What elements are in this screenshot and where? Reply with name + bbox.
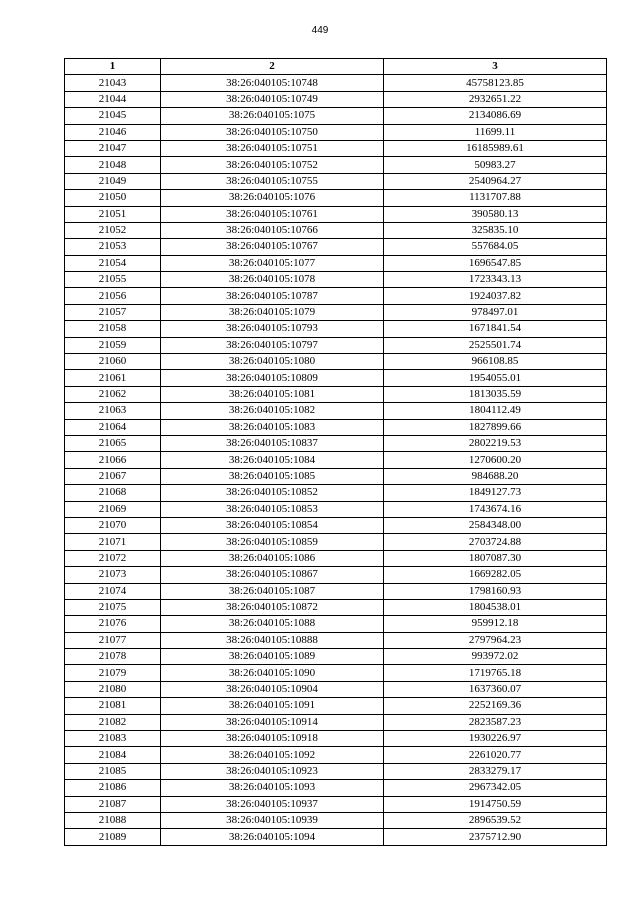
table-row bbox=[65, 419, 607, 435]
table-row bbox=[65, 255, 607, 271]
value-cell: 1813035.59 bbox=[384, 386, 607, 402]
row-number-cell: 21086 bbox=[65, 780, 161, 796]
table-row bbox=[65, 370, 607, 386]
value-cell: 390580.13 bbox=[384, 206, 607, 222]
row-number-cell: 21045 bbox=[65, 108, 161, 124]
value-cell: 1930226.97 bbox=[384, 731, 607, 747]
row-number-cell: 21054 bbox=[65, 255, 161, 271]
row-number-cell: 21061 bbox=[65, 370, 161, 386]
row-number-cell: 21056 bbox=[65, 288, 161, 304]
column-header-1: 1 bbox=[65, 59, 161, 75]
value-cell: 2134086.69 bbox=[384, 108, 607, 124]
cadastral-number-cell: 38:26:040105:10793 bbox=[161, 321, 384, 337]
table-row bbox=[65, 714, 607, 730]
table-row bbox=[65, 304, 607, 320]
table-row bbox=[65, 796, 607, 812]
row-number-cell: 21073 bbox=[65, 567, 161, 583]
table-body bbox=[65, 75, 607, 845]
table-row bbox=[65, 485, 607, 501]
table-row bbox=[65, 403, 607, 419]
value-cell: 1743674.16 bbox=[384, 501, 607, 517]
cadastral-number-cell: 38:26:040105:1081 bbox=[161, 386, 384, 402]
cadastral-number-cell: 38:26:040105:10749 bbox=[161, 91, 384, 107]
cadastral-number-cell: 38:26:040105:10854 bbox=[161, 517, 384, 533]
row-number-cell: 21063 bbox=[65, 403, 161, 419]
value-cell: 1131707.88 bbox=[384, 190, 607, 206]
row-number-cell: 21084 bbox=[65, 747, 161, 763]
row-number-cell: 21044 bbox=[65, 91, 161, 107]
table-row bbox=[65, 731, 607, 747]
cadastral-number-cell: 38:26:040105:10766 bbox=[161, 222, 384, 238]
row-number-cell: 21079 bbox=[65, 665, 161, 681]
value-cell: 959912.18 bbox=[384, 616, 607, 632]
cadastral-number-cell: 38:26:040105:10939 bbox=[161, 812, 384, 828]
value-cell: 11699.11 bbox=[384, 124, 607, 140]
value-cell: 1804538.01 bbox=[384, 599, 607, 615]
value-cell: 1849127.73 bbox=[384, 485, 607, 501]
table-row bbox=[65, 550, 607, 566]
value-cell: 1696547.85 bbox=[384, 255, 607, 271]
value-cell: 325835.10 bbox=[384, 222, 607, 238]
row-number-cell: 21087 bbox=[65, 796, 161, 812]
cadastral-number-cell: 38:26:040105:10748 bbox=[161, 75, 384, 91]
value-cell: 1671841.54 bbox=[384, 321, 607, 337]
table-row bbox=[65, 140, 607, 156]
table-row bbox=[65, 665, 607, 681]
table-row bbox=[65, 91, 607, 107]
table-header bbox=[65, 59, 607, 75]
column-header-3: 3 bbox=[384, 59, 607, 75]
cadastral-number-cell: 38:26:040105:10918 bbox=[161, 731, 384, 747]
cadastral-number-cell: 38:26:040105:1092 bbox=[161, 747, 384, 763]
row-number-cell: 21066 bbox=[65, 452, 161, 468]
table-row bbox=[65, 222, 607, 238]
value-cell: 45758123.85 bbox=[384, 75, 607, 91]
value-cell: 2584348.00 bbox=[384, 517, 607, 533]
cadastral-number-cell: 38:26:040105:1079 bbox=[161, 304, 384, 320]
value-cell: 1827899.66 bbox=[384, 419, 607, 435]
row-number-cell: 21059 bbox=[65, 337, 161, 353]
table-row bbox=[65, 321, 607, 337]
value-cell: 2525501.74 bbox=[384, 337, 607, 353]
row-number-cell: 21058 bbox=[65, 321, 161, 337]
row-number-cell: 21046 bbox=[65, 124, 161, 140]
row-number-cell: 21083 bbox=[65, 731, 161, 747]
column-header-2: 2 bbox=[161, 59, 384, 75]
value-cell: 50983.27 bbox=[384, 157, 607, 173]
row-number-cell: 21071 bbox=[65, 534, 161, 550]
cadastral-number-cell: 38:26:040105:1078 bbox=[161, 272, 384, 288]
value-cell: 1954055.01 bbox=[384, 370, 607, 386]
table-row bbox=[65, 517, 607, 533]
cadastral-number-cell: 38:26:040105:10809 bbox=[161, 370, 384, 386]
value-cell: 2703724.88 bbox=[384, 534, 607, 550]
table-row bbox=[65, 681, 607, 697]
cadastral-number-cell: 38:26:040105:10923 bbox=[161, 763, 384, 779]
table-row bbox=[65, 616, 607, 632]
table-row bbox=[65, 239, 607, 255]
header-row bbox=[65, 59, 607, 75]
row-number-cell: 21081 bbox=[65, 698, 161, 714]
table-row bbox=[65, 501, 607, 517]
row-number-cell: 21076 bbox=[65, 616, 161, 632]
table-row bbox=[65, 354, 607, 370]
row-number-cell: 21070 bbox=[65, 517, 161, 533]
table-row bbox=[65, 829, 607, 845]
cadastral-number-cell: 38:26:040105:1076 bbox=[161, 190, 384, 206]
cadastral-number-cell: 38:26:040105:10761 bbox=[161, 206, 384, 222]
table-row bbox=[65, 75, 607, 91]
row-number-cell: 21048 bbox=[65, 157, 161, 173]
value-cell: 557684.05 bbox=[384, 239, 607, 255]
row-number-cell: 21053 bbox=[65, 239, 161, 255]
table-row bbox=[65, 780, 607, 796]
cadastral-number-cell: 38:26:040105:10750 bbox=[161, 124, 384, 140]
row-number-cell: 21067 bbox=[65, 468, 161, 484]
value-cell: 2797964.23 bbox=[384, 632, 607, 648]
cadastral-number-cell: 38:26:040105:1085 bbox=[161, 468, 384, 484]
value-cell: 2932651.22 bbox=[384, 91, 607, 107]
value-cell: 2967342.05 bbox=[384, 780, 607, 796]
value-cell: 984688.20 bbox=[384, 468, 607, 484]
cadastral-number-cell: 38:26:040105:10904 bbox=[161, 681, 384, 697]
cadastral-number-cell: 38:26:040105:10751 bbox=[161, 140, 384, 156]
cadastral-number-cell: 38:26:040105:1094 bbox=[161, 829, 384, 845]
table-row bbox=[65, 452, 607, 468]
cadastral-number-cell: 38:26:040105:1087 bbox=[161, 583, 384, 599]
row-number-cell: 21065 bbox=[65, 435, 161, 451]
cadastral-number-cell: 38:26:040105:1075 bbox=[161, 108, 384, 124]
row-number-cell: 21050 bbox=[65, 190, 161, 206]
cadastral-number-cell: 38:26:040105:10837 bbox=[161, 435, 384, 451]
cadastral-number-cell: 38:26:040105:1084 bbox=[161, 452, 384, 468]
cadastral-number-cell: 38:26:040105:1090 bbox=[161, 665, 384, 681]
value-cell: 1719765.18 bbox=[384, 665, 607, 681]
value-cell: 2896539.52 bbox=[384, 812, 607, 828]
cadastral-number-cell: 38:26:040105:10797 bbox=[161, 337, 384, 353]
data-table bbox=[64, 58, 607, 846]
cadastral-number-cell: 38:26:040105:1082 bbox=[161, 403, 384, 419]
table-row bbox=[65, 599, 607, 615]
table-row bbox=[65, 468, 607, 484]
table-row bbox=[65, 567, 607, 583]
value-cell: 966108.85 bbox=[384, 354, 607, 370]
table-row bbox=[65, 698, 607, 714]
cadastral-number-cell: 38:26:040105:10767 bbox=[161, 239, 384, 255]
value-cell: 2823587.23 bbox=[384, 714, 607, 730]
table-row bbox=[65, 157, 607, 173]
value-cell: 978497.01 bbox=[384, 304, 607, 320]
value-cell: 2540964.27 bbox=[384, 173, 607, 189]
value-cell: 993972.02 bbox=[384, 649, 607, 665]
table-row bbox=[65, 583, 607, 599]
row-number-cell: 21064 bbox=[65, 419, 161, 435]
cadastral-number-cell: 38:26:040105:10867 bbox=[161, 567, 384, 583]
row-number-cell: 21074 bbox=[65, 583, 161, 599]
cadastral-number-cell: 38:26:040105:10853 bbox=[161, 501, 384, 517]
row-number-cell: 21049 bbox=[65, 173, 161, 189]
row-number-cell: 21068 bbox=[65, 485, 161, 501]
table-row bbox=[65, 108, 607, 124]
row-number-cell: 21075 bbox=[65, 599, 161, 615]
table-row bbox=[65, 812, 607, 828]
cadastral-number-cell: 38:26:040105:1086 bbox=[161, 550, 384, 566]
cadastral-number-cell: 38:26:040105:10872 bbox=[161, 599, 384, 615]
cadastral-number-cell: 38:26:040105:10859 bbox=[161, 534, 384, 550]
cadastral-number-cell: 38:26:040105:10937 bbox=[161, 796, 384, 812]
value-cell: 2375712.90 bbox=[384, 829, 607, 845]
cadastral-number-cell: 38:26:040105:10787 bbox=[161, 288, 384, 304]
cadastral-number-cell: 38:26:040105:1088 bbox=[161, 616, 384, 632]
table-row bbox=[65, 435, 607, 451]
value-cell: 16185989.61 bbox=[384, 140, 607, 156]
table-row bbox=[65, 763, 607, 779]
row-number-cell: 21055 bbox=[65, 272, 161, 288]
cadastral-number-cell: 38:26:040105:1077 bbox=[161, 255, 384, 271]
table-row bbox=[65, 288, 607, 304]
row-number-cell: 21088 bbox=[65, 812, 161, 828]
cadastral-number-cell: 38:26:040105:1089 bbox=[161, 649, 384, 665]
table-row bbox=[65, 534, 607, 550]
value-cell: 2802219.53 bbox=[384, 435, 607, 451]
value-cell: 1914750.59 bbox=[384, 796, 607, 812]
table-row bbox=[65, 337, 607, 353]
table-row bbox=[65, 206, 607, 222]
table-row bbox=[65, 649, 607, 665]
cadastral-number-cell: 38:26:040105:10914 bbox=[161, 714, 384, 730]
cadastral-number-cell: 38:26:040105:1093 bbox=[161, 780, 384, 796]
table-row bbox=[65, 190, 607, 206]
value-cell: 2261020.77 bbox=[384, 747, 607, 763]
row-number-cell: 21060 bbox=[65, 354, 161, 370]
row-number-cell: 21078 bbox=[65, 649, 161, 665]
cadastral-number-cell: 38:26:040105:10755 bbox=[161, 173, 384, 189]
value-cell: 1270600.20 bbox=[384, 452, 607, 468]
value-cell: 1798160.93 bbox=[384, 583, 607, 599]
table-row bbox=[65, 173, 607, 189]
value-cell: 1804112.49 bbox=[384, 403, 607, 419]
value-cell: 1723343.13 bbox=[384, 272, 607, 288]
row-number-cell: 21047 bbox=[65, 140, 161, 156]
value-cell: 1807087.30 bbox=[384, 550, 607, 566]
table-row bbox=[65, 386, 607, 402]
cadastral-number-cell: 38:26:040105:1091 bbox=[161, 698, 384, 714]
row-number-cell: 21080 bbox=[65, 681, 161, 697]
row-number-cell: 21082 bbox=[65, 714, 161, 730]
cadastral-number-cell: 38:26:040105:10752 bbox=[161, 157, 384, 173]
row-number-cell: 21062 bbox=[65, 386, 161, 402]
cadastral-number-cell: 38:26:040105:10888 bbox=[161, 632, 384, 648]
table-row bbox=[65, 632, 607, 648]
table-row bbox=[65, 124, 607, 140]
cadastral-number-cell: 38:26:040105:1080 bbox=[161, 354, 384, 370]
row-number-cell: 21052 bbox=[65, 222, 161, 238]
row-number-cell: 21069 bbox=[65, 501, 161, 517]
row-number-cell: 21043 bbox=[65, 75, 161, 91]
table-row bbox=[65, 272, 607, 288]
row-number-cell: 21089 bbox=[65, 829, 161, 845]
page-number: 449 bbox=[311, 25, 329, 36]
cadastral-number-cell: 38:26:040105:10852 bbox=[161, 485, 384, 501]
value-cell: 1924037.82 bbox=[384, 288, 607, 304]
row-number-cell: 21085 bbox=[65, 763, 161, 779]
value-cell: 1669282.05 bbox=[384, 567, 607, 583]
value-cell: 2833279.17 bbox=[384, 763, 607, 779]
cadastral-number-cell: 38:26:040105:1083 bbox=[161, 419, 384, 435]
row-number-cell: 21057 bbox=[65, 304, 161, 320]
row-number-cell: 21051 bbox=[65, 206, 161, 222]
table-row bbox=[65, 747, 607, 763]
row-number-cell: 21077 bbox=[65, 632, 161, 648]
value-cell: 2252169.36 bbox=[384, 698, 607, 714]
value-cell: 1637360.07 bbox=[384, 681, 607, 697]
row-number-cell: 21072 bbox=[65, 550, 161, 566]
